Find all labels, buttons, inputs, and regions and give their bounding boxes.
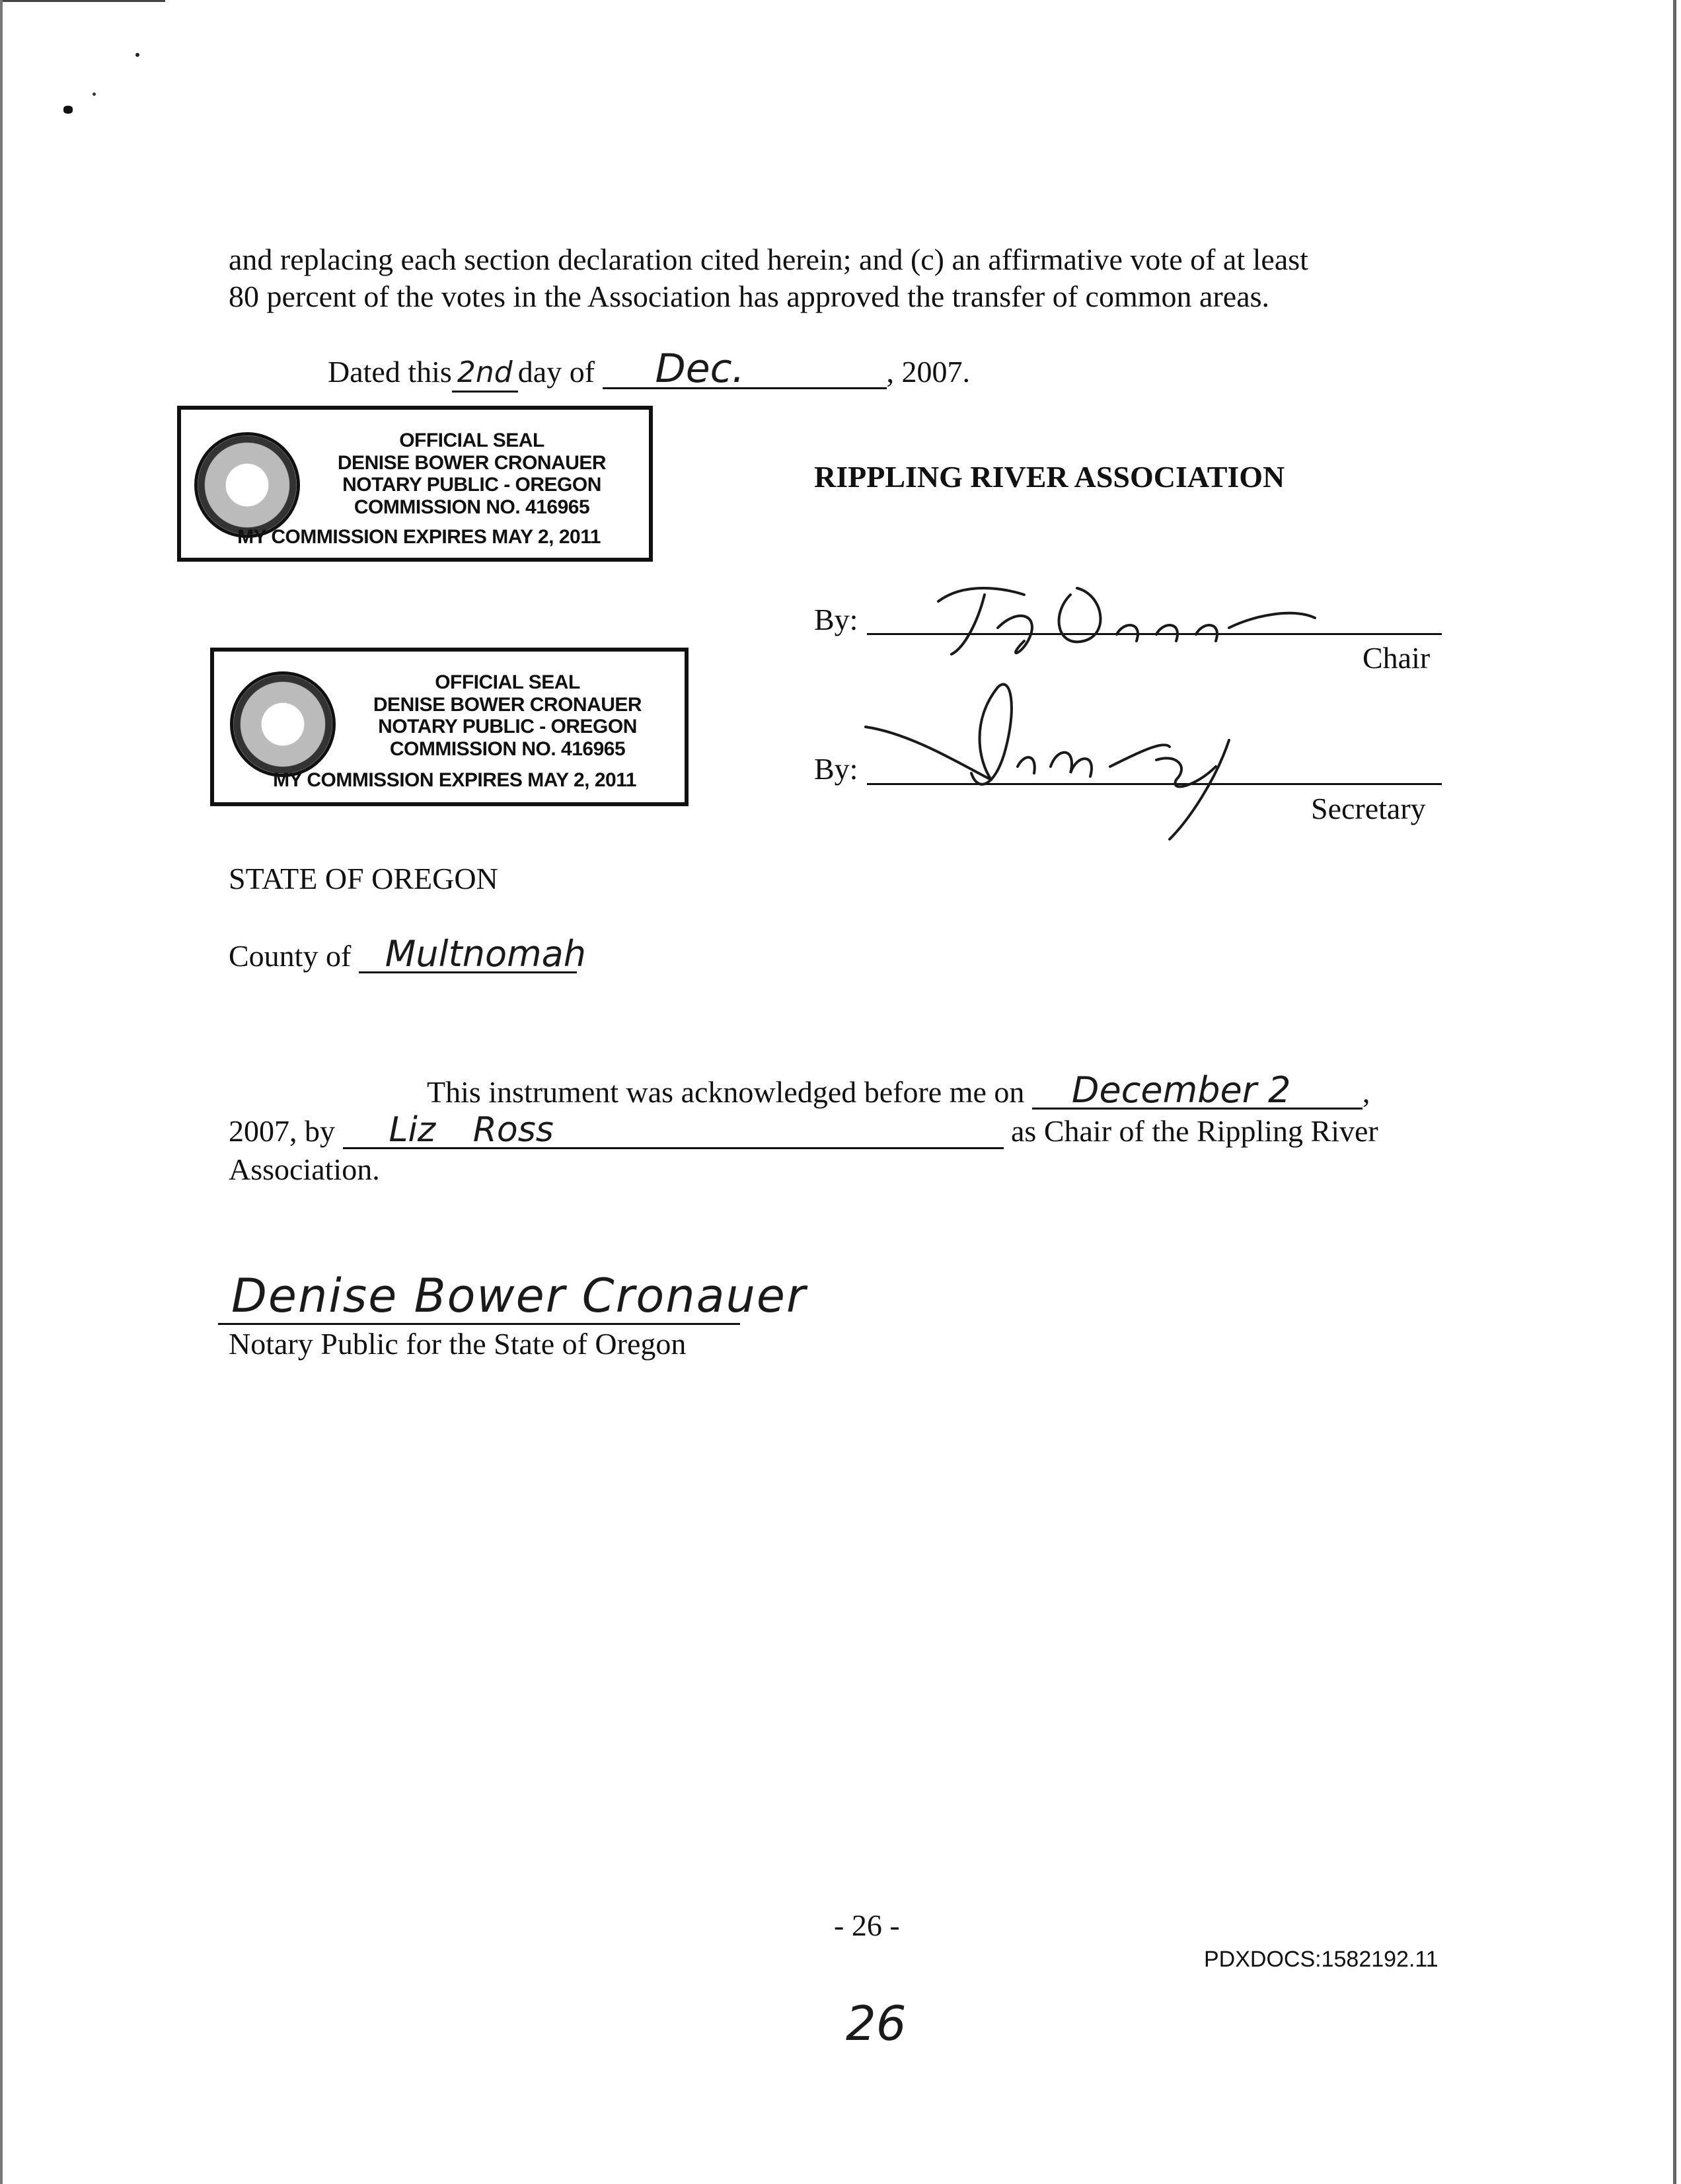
county-label: County of bbox=[229, 939, 352, 973]
body-line-2: 80 percent of the votes in the Association has approved the transfer of common areas. bbox=[229, 280, 1270, 313]
by-label-chair: By: bbox=[814, 603, 858, 636]
chair-signature bbox=[925, 555, 1335, 674]
dated-prefix: Dated this bbox=[328, 355, 452, 389]
scan-edge-left bbox=[0, 0, 3, 2184]
by-label-secretary: By: bbox=[814, 752, 858, 786]
document-id: PDXDOCS:1582192.11 bbox=[1204, 1947, 1438, 1972]
oregon-state-seal-icon bbox=[194, 432, 300, 538]
state-heading: STATE OF OREGON bbox=[229, 862, 498, 895]
county-handwritten: Multnomah bbox=[359, 937, 577, 973]
dated-line bbox=[328, 346, 971, 393]
county-line bbox=[229, 933, 586, 975]
ack-line-2 bbox=[229, 1110, 1378, 1150]
dated-day-of: day of bbox=[517, 355, 595, 389]
handwritten-page-mark: 26 bbox=[846, 1996, 907, 2051]
page-number: - 26 - bbox=[834, 1908, 900, 1942]
seal-commission: COMMISSION NO. 416965 bbox=[354, 496, 590, 518]
seal-expires: MY COMMISSION EXPIRES MAY 2, 2011 bbox=[273, 769, 636, 791]
seal-commission: COMMISSION NO. 416965 bbox=[389, 737, 626, 760]
association-name: RIPPLING RIVER ASSOCIATION bbox=[814, 460, 1285, 494]
notary-signature-line bbox=[218, 1323, 740, 1325]
oregon-state-seal-icon bbox=[230, 671, 336, 777]
seal-expires: MY COMMISSION EXPIRES MAY 2, 2011 bbox=[237, 526, 601, 548]
notary-signature: Denise Bower Cronauer bbox=[231, 1269, 807, 1323]
official-seal-stamp bbox=[177, 406, 653, 562]
scan-edge-top bbox=[0, 0, 165, 2]
seal-role: NOTARY PUBLIC - OREGON bbox=[378, 716, 637, 738]
ack-date-handwritten: December 2 bbox=[1032, 1073, 1363, 1110]
body-line-1: and replacing each section declaration cited herein; and (c) an affirmative vote of at least bbox=[229, 243, 1308, 276]
seal-role: NOTARY PUBLIC - OREGON bbox=[342, 474, 601, 496]
dated-year: , 2007. bbox=[886, 355, 971, 389]
ack-comma: , bbox=[1362, 1075, 1370, 1109]
seal-name: DENISE BOWER CRONAUER bbox=[373, 693, 642, 716]
dated-month-handwritten: Dec. bbox=[603, 350, 887, 389]
ack-line-1 bbox=[427, 1069, 1370, 1111]
scan-edge-right bbox=[1673, 0, 1676, 2184]
scan-speck bbox=[63, 106, 73, 114]
dated-day-handwritten: 2nd bbox=[452, 356, 518, 393]
scan-speck bbox=[135, 53, 139, 57]
official-seal-stamp bbox=[210, 648, 689, 806]
ack-name-handwritten: Liz Ross bbox=[343, 1113, 1004, 1149]
secretary-title: Secretary bbox=[1311, 792, 1426, 825]
chair-title: Chair bbox=[1363, 641, 1431, 675]
seal-name: DENISE BOWER CRONAUER bbox=[337, 451, 607, 474]
scan-speck bbox=[93, 93, 96, 96]
ack-suffix: as Chair of the Rippling River bbox=[1011, 1114, 1378, 1148]
seal-title: OFFICIAL SEAL bbox=[435, 671, 580, 693]
ack-text-1: This instrument was acknowledged before me on bbox=[427, 1075, 1025, 1109]
ack-prefix: 2007, by bbox=[229, 1114, 335, 1148]
seal-title: OFFICIAL SEAL bbox=[399, 430, 544, 451]
notary-caption: Notary Public for the State of Oregon bbox=[229, 1327, 687, 1361]
secretary-signature bbox=[859, 667, 1269, 846]
ack-line-3: Association. bbox=[229, 1152, 380, 1186]
